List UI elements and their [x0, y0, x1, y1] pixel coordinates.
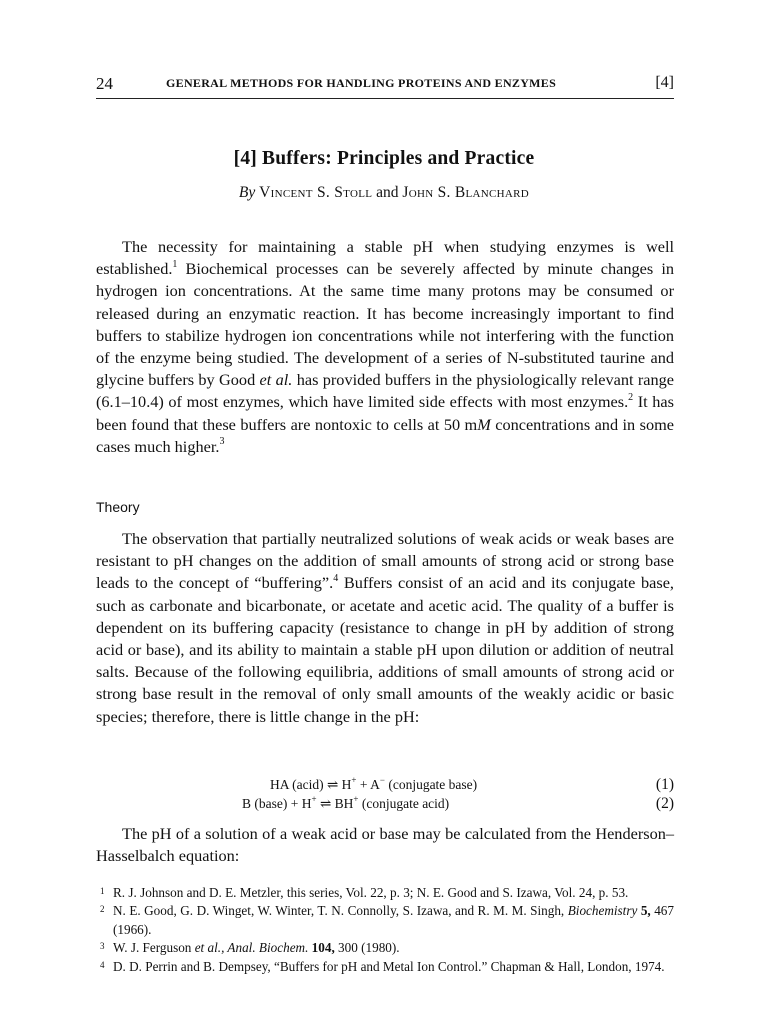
- footnote-text: D. D. Perrin and B. Dempsey, “Buffers for pH and Metal Ion Control.” Chapman & Hall, London, 1974.: [113, 958, 665, 974]
- footnote-ref: 4: [333, 572, 339, 584]
- eq-superscript: +: [351, 774, 357, 785]
- equation-body: [270, 774, 478, 793]
- byline-by: By: [238, 184, 256, 201]
- footnote: [96, 884, 674, 902]
- eq-text: (conjugate acid): [358, 796, 450, 811]
- eq-text: HA (acid) ⇌ H: [270, 777, 352, 792]
- running-header: [96, 74, 674, 94]
- footnote-text: 467 (1966).: [113, 903, 674, 937]
- equation-1: [96, 776, 674, 794]
- footnote-mark: 3: [100, 941, 105, 952]
- equation-2: [96, 795, 674, 813]
- text-run: The observation that partially neutralized solutions of weak acids or weak bases are resistant to pH changes on the addition of small amounts of strong acid or strong base leads to the concept of “buffering”.: [96, 529, 674, 593]
- footnote: [96, 939, 674, 957]
- author-1: Vincent S. Stoll: [259, 184, 373, 201]
- text-run-italic: M: [477, 414, 491, 434]
- footnote: [96, 902, 674, 939]
- footnote-text: N. E. Good, G. D. Winget, W. Winter, T. N. Connolly, S. Izawa, and R. M. M. Singh,: [113, 903, 568, 919]
- footnote-mark: 1: [100, 886, 105, 896]
- section-heading: Theory: [96, 499, 140, 515]
- footnote-text: 300 (1980).: [334, 940, 400, 956]
- footnote-mark: 4: [100, 959, 105, 970]
- eq-text: ⇌ BH: [316, 796, 354, 811]
- page-number: 24: [96, 74, 113, 93]
- chapter-title: [4] Buffers: Principles and Practice: [233, 148, 535, 169]
- text-run: has provided buffers in the physiologically relevant range (6.1–10.4) of most enzymes, which have limited side effects with most enzymes.: [96, 370, 674, 412]
- text-run: The necessity for maintaining a stable pH when studying enzymes is well established.: [96, 237, 674, 279]
- equation-number: (2): [655, 795, 674, 812]
- footnotes: [96, 884, 674, 976]
- footnote-ref: 1: [172, 258, 178, 270]
- footnote-text: W. J. Ferguson: [113, 940, 195, 956]
- header-rule: [96, 98, 674, 99]
- eq-text: B (base) + H: [242, 796, 312, 811]
- footnote-volume: 104,: [311, 940, 335, 956]
- footnote-ref: 3: [219, 436, 225, 448]
- byline: [0, 184, 768, 202]
- footnote-text: R. J. Johnson and D. E. Metzler, this series, Vol. 22, p. 3; N. E. Good and S. Izawa, Vol. 24, p. 53.: [113, 885, 629, 900]
- eq-superscript: +: [311, 793, 317, 804]
- eq-superscript: +: [353, 793, 359, 804]
- intro-paragraph: [96, 236, 674, 458]
- footnote-volume: 5,: [640, 903, 651, 919]
- theory-paragraph: [96, 528, 674, 728]
- footnote-journal: et al., Anal. Biochem.: [194, 940, 309, 956]
- eq-text: (conjugate base): [384, 777, 478, 792]
- equation-body: [242, 793, 450, 812]
- equation-number: (1): [655, 776, 674, 793]
- author-2: John S. Blanchard: [402, 184, 530, 201]
- text-run-italic: et al.: [259, 370, 293, 390]
- footnote-ref: 2: [628, 392, 634, 403]
- eq-text: + A: [356, 777, 380, 792]
- section-tag: [4]: [655, 74, 674, 91]
- byline-and: and: [376, 184, 399, 201]
- text-run: Biochemical processes can be severely affected by minute changes in hydrogen ion concentrations. At the same time many protons may be consumed or released during an enzymatic reaction. It has become increasingly important to find buffers to stabilize hydrogen ion concentrations while not interfering with the function of the enzyme being studied. The development of a series of N-substituted taurine and glycine buffers by Good: [96, 259, 674, 390]
- eq-superscript: −: [379, 774, 385, 785]
- footnote-mark: 2: [100, 904, 105, 915]
- text-run: Buffers consist of an acid and its conjugate base, such as carbonate and bicarbonate, or acetate and acetic acid. The quality of a buffer is dependent on its buffering capacity (resistance to change in pH by addition of strong acid or base), and its ability to maintain a stable pH upon dilution or addition of neutral salts. Because of the following equilibria, additions of small amounts of strong acid or strong base result in the removal of only small amounts of the weakly acidic or basic species; therefore, there is little change in the pH:: [96, 573, 674, 726]
- running-title: GENERAL METHODS FOR HANDLING PROTEINS AND ENZYMES: [166, 76, 557, 90]
- text-run: It has been found that these buffers are nontoxic to cells at 50 m: [96, 392, 674, 434]
- footnote-journal: Biochemistry: [567, 903, 638, 919]
- footnote: [96, 958, 674, 976]
- text-run: concentrations and in some cases much higher.: [96, 414, 674, 456]
- henderson-paragraph: The pH of a solution of a weak acid or base may be calculated from the Henderson–Hasselbalch equation:: [96, 824, 674, 866]
